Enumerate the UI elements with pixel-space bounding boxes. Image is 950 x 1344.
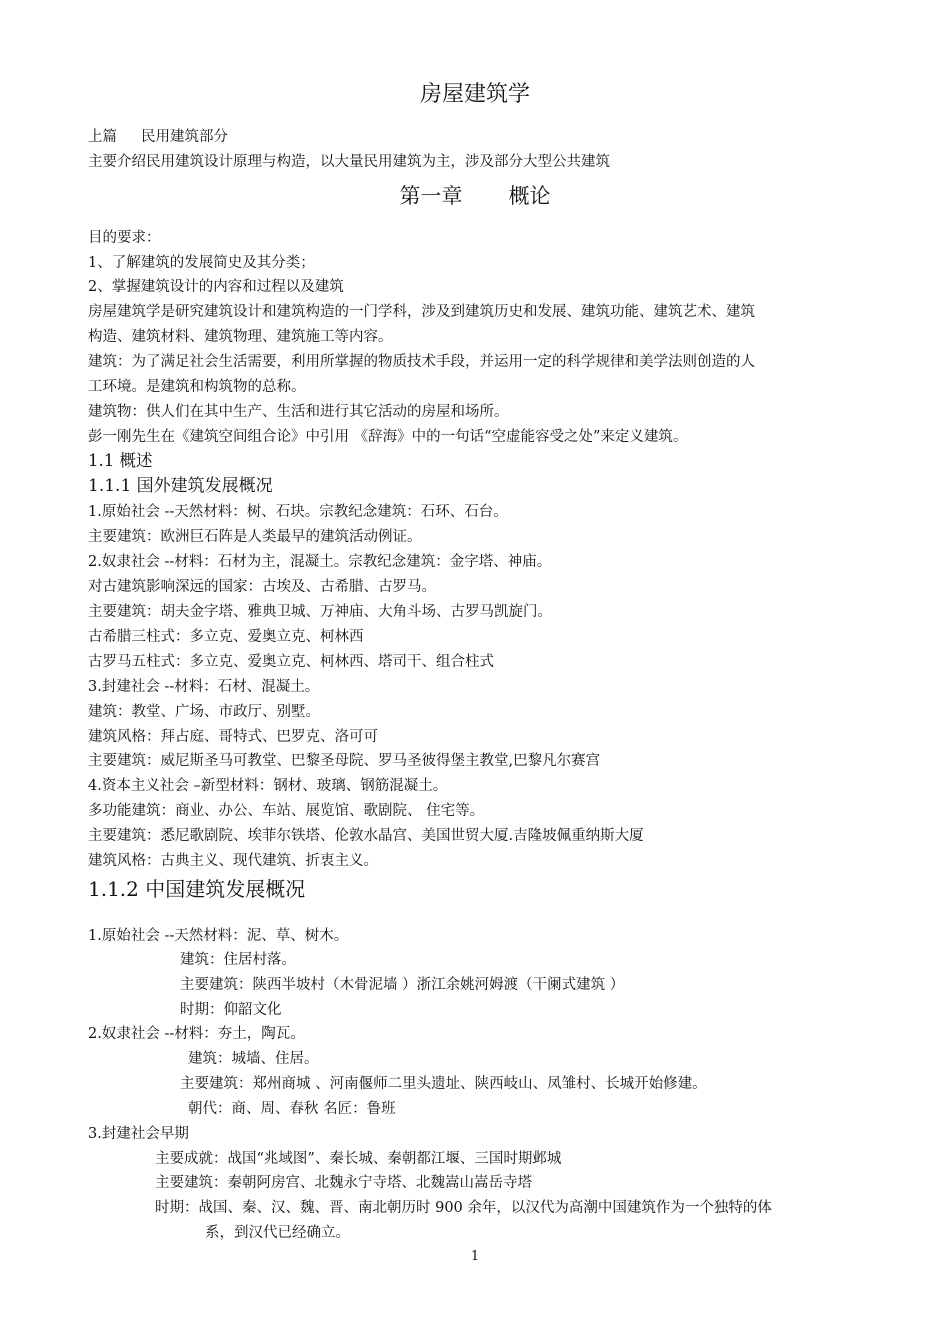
text-line: 4.资本主义社会 –新型材料：钢材、玻璃、钢筋混凝土。 [88, 778, 448, 794]
text-line: 3.封建社会 --材料：石材、混凝土。 [88, 679, 320, 695]
chapter-heading [0, 182, 950, 210]
text-line: 主要建筑：秦朝阿房宫、北魏永宁寺塔、北魏嵩山嵩岳寺塔 [155, 1175, 532, 1191]
text-line: 建筑：住居村落。 [180, 952, 296, 968]
text-line: 多功能建筑：商业、办公、车站、展览馆、歌剧院、 住宅等。 [88, 803, 485, 819]
text-line: 房屋建筑学是研究建筑设计和建筑构造的一门学科，涉及到建筑历史和发展、建筑功能、建筑艺术、建筑 [88, 304, 755, 320]
text-line: 时期：仰韶文化 [180, 1002, 282, 1018]
section-heading: 1.1 概述 [88, 451, 153, 470]
text-line: 主要建筑：威尼斯圣马可教堂、巴黎圣母院、罗马圣彼得堡主教堂,巴黎凡尔赛宫 [88, 753, 601, 769]
text-line: 彭一刚先生在《建筑空间组合论》中引用 《辞海》中的一句话“空虚能容受之处”来定义建筑。 [88, 429, 688, 445]
text-line: 2.奴隶社会 --材料：石材为主，混凝土。宗教纪念建筑：金字塔、神庙。 [88, 554, 552, 570]
text-line: 工环境。是建筑和构筑物的总称。 [88, 379, 306, 395]
part-label: 上篇 [88, 129, 117, 145]
text-line: 建筑：城墙、住居。 [188, 1051, 319, 1067]
text-line: 主要建筑：胡夫金字塔、雅典卫城、万神庙、大角斗场、古罗马凯旋门。 [88, 604, 552, 620]
chapter-name: 概论 [508, 184, 551, 208]
text-line: 1、了解建筑的发展简史及其分类； [88, 255, 315, 271]
text-line: 主要建筑：郑州商城 、河南偃师二里头遗址、陕西岐山、凤雏村、长城开始修建。 [180, 1076, 707, 1092]
text-line: 主要建筑：欧洲巨石阵是人类最早的建筑活动例证。 [88, 529, 422, 545]
chapter-number: 第一章 [399, 184, 463, 208]
text-line: 主要建筑：悉尼歌剧院、埃菲尔铁塔、伦敦水晶宫、美国世贸大厦.吉隆坡佩重纳斯大厦 [88, 828, 644, 844]
text-line: 建筑风格：古典主义、现代建筑、折衷主义。 [88, 853, 378, 869]
subsection-heading: 1.1.1 国外建筑发展概况 [88, 476, 273, 496]
document-title: 房屋建筑学 [419, 82, 530, 107]
text-line: 目的要求： [88, 230, 161, 246]
text-line: 古希腊三柱式：多立克、爱奥立克、柯林西 [88, 629, 364, 645]
part-name: 民用建筑部分 [141, 129, 228, 145]
text-line: 主要成就：战国“兆域图”、秦长城、秦朝都江堰、三国时期邺城 [155, 1151, 562, 1167]
text-line: 2.奴隶社会 --材料：夯土，陶瓦。 [88, 1026, 305, 1042]
text-line: 时期：战国、秦、汉、魏、晋、南北朝历时 900 余年，以汉代为高潮中国建筑作为一个独特的体 [155, 1200, 772, 1216]
text-line: 构造、建筑材料、建筑物理、建筑施工等内容。 [88, 329, 393, 345]
text-line: 1.原始社会 --天然材料：泥、草、树木。 [88, 928, 349, 944]
text-line: 对古建筑影响深远的国家：古埃及、古希腊、古罗马。 [88, 579, 436, 595]
text-line: 1.原始社会 --天然材料：树、石块。宗教纪念建筑：石环、石台。 [88, 504, 508, 520]
text-line: 系，到汉代已经确立。 [205, 1225, 350, 1241]
part-heading [88, 128, 228, 147]
text-line: 建筑：教堂、广场、市政厅、别墅。 [88, 704, 320, 720]
text-line: 建筑物：供人们在其中生产、生活和进行其它活动的房屋和场所。 [88, 404, 509, 420]
text-line: 3.封建社会早期 [88, 1126, 189, 1142]
text-line: 建筑：为了满足社会生活需要，利用所掌握的物质技术手段，并运用一定的科学规律和美学法则创造的人 [88, 354, 755, 370]
text-line: 朝代：商、周、春秋 名匠：鲁班 [188, 1101, 396, 1117]
text-line: 主要建筑：陕西半坡村（木骨泥墙 ）浙江余姚河姆渡（干阑式建筑 ） [180, 977, 625, 993]
intro-text: 主要介绍民用建筑设计原理与构造，以大量民用建筑为主，涉及部分大型公共建筑 [88, 154, 610, 170]
subsection-heading: 1.1.2 中国建筑发展概况 [88, 877, 306, 901]
page-number: 1 [470, 1249, 480, 1264]
text-line: 建筑风格：拜占庭、哥特式、巴罗克、洛可可 [88, 729, 378, 745]
text-line: 古罗马五柱式：多立克、爱奥立克、柯林西、塔司干、组合柱式 [88, 654, 494, 670]
text-line: 2、掌握建筑设计的内容和过程以及建筑 [88, 279, 344, 295]
